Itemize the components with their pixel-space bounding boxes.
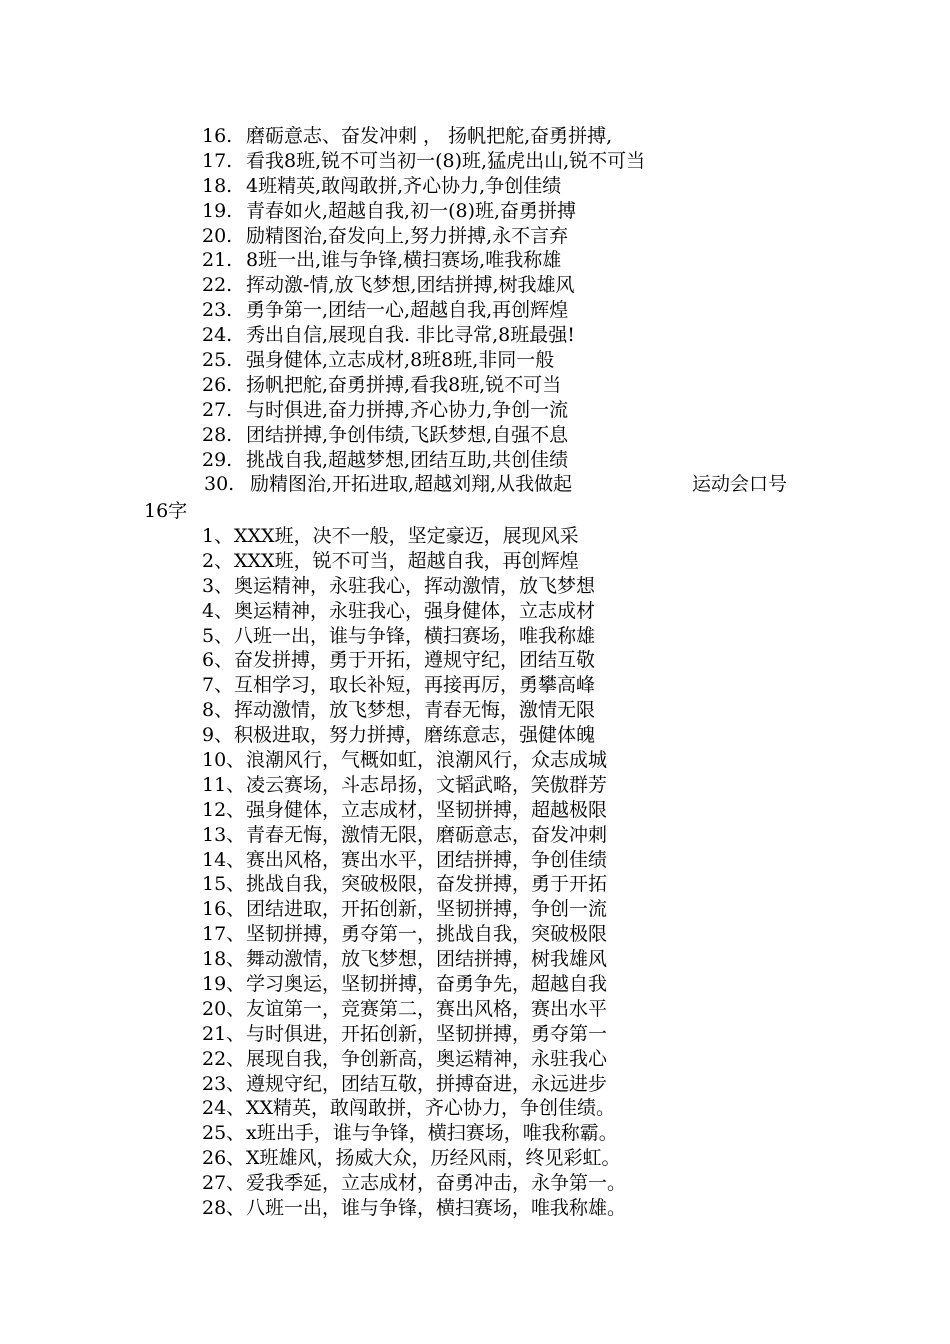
item-text: 奥运精神，永驻我心，挥动激情，放飞梦想: [234, 574, 596, 597]
item-number: 1、: [202, 525, 234, 547]
item-text: 学习奥运，坚韧拼搏，奋勇争先，超越自我: [246, 973, 608, 996]
item-text: 与时俱进,奋力拼搏,齐心协力,争创一流: [246, 398, 569, 421]
list-item: [0, 1096, 950, 1121]
item-number: 7、: [202, 674, 234, 697]
list-item: [0, 273, 950, 298]
item-text: XXX班，锐不可当，超越自我，再创辉煌: [234, 549, 579, 572]
item-text: 磨砺意志、奋发冲刺 ， 扬帆把舵,奋勇拼搏,: [246, 125, 613, 147]
item-number: 27、: [202, 1172, 246, 1195]
list-item: [0, 524, 950, 549]
list-item: [0, 1196, 950, 1221]
item-text: 互相学习，取长补短，再接再厉，勇攀高峰: [234, 674, 596, 697]
list-item: [0, 773, 950, 798]
item-text: 青春无悔，激情无限，磨砺意志，奋发冲刺: [246, 823, 608, 846]
list-item: [0, 248, 950, 273]
list-item: [0, 298, 950, 323]
list-item: [0, 897, 950, 922]
item-text: 遵规守纪，团结互敬，拼搏奋进，永远进步: [246, 1072, 608, 1095]
item-text: 4班精英,敢闯敢拼,齐心协力,争创佳绩: [246, 174, 562, 197]
item-number: 24.: [202, 324, 233, 347]
item-text: 爱我季延，立志成材，奋勇冲击，永争第一。: [246, 1172, 627, 1195]
item-number: 22、: [202, 1047, 246, 1070]
list-item: [0, 823, 950, 848]
list-item: [0, 599, 950, 624]
item-number: 8、: [202, 699, 234, 722]
item-text: 看我8班,锐不可当初一(8)班,猛虎出山,锐不可当: [246, 149, 646, 172]
list-item: [0, 124, 950, 149]
item-number: 20、: [202, 997, 246, 1020]
item-number: 23、: [202, 1072, 246, 1095]
list-item: [0, 1022, 950, 1047]
list-item: [0, 698, 950, 723]
list-item: [0, 624, 950, 649]
item-text: 团结拼搏,争创伟绩,飞跃梦想,自强不息: [246, 423, 569, 446]
item-number: 27.: [202, 398, 233, 421]
list-item: [0, 997, 950, 1022]
list-item: [0, 398, 950, 423]
item-text: XX精英，敢闯敢拼，齐心协力，争创佳绩。: [246, 1097, 616, 1120]
item-number: 26、: [202, 1147, 246, 1170]
item-text: 展现自我，争创新高，奥运精神，永驻我心: [246, 1047, 608, 1070]
list-item: [0, 323, 950, 348]
list-item: [0, 1146, 950, 1171]
item-text: 八班一出，谁与争锋，横扫赛场，唯我称雄。: [246, 1197, 627, 1220]
item-number: 29.: [202, 448, 233, 471]
item-text: 团结进取，开拓创新，坚韧拼搏，争创一流: [246, 898, 608, 921]
item-text: 奋发拼搏，勇于开拓，遵规守纪，团结互敬: [234, 649, 596, 672]
item-text: 挥动激情，放飞梦想，青春无悔，激情无限: [234, 699, 596, 722]
list-item: [0, 872, 950, 897]
list-item: [0, 748, 950, 773]
item-text: 青春如火,超越自我,初一(8)班,奋勇拼搏: [246, 199, 577, 222]
item-text: x班出手，谁与争锋，横扫赛场，唯我称霸。: [246, 1122, 618, 1145]
item-number: 23.: [202, 299, 233, 322]
list-item: [0, 1121, 950, 1146]
item-number: 17.: [202, 149, 233, 172]
list-item: [0, 224, 950, 249]
item-number: 5、: [202, 624, 234, 647]
item-number: 13、: [202, 823, 246, 846]
slogan-list-part-two: [0, 524, 950, 1221]
list-item: [0, 798, 950, 823]
item-number: 12、: [202, 798, 246, 821]
list-item: [0, 472, 950, 497]
list-item: [0, 549, 950, 574]
item-number: 2、: [202, 549, 234, 572]
item-text: 坚韧拼搏，勇夺第一，挑战自我，突破极限: [246, 923, 608, 946]
list-item: [0, 348, 950, 373]
item-text: 挥动激-情,放飞梦想,团结拼搏,树我雄风: [246, 274, 575, 297]
item-number: 25.: [202, 349, 233, 372]
item-text: 励精图治,开拓进取,超越刘翔,从我做起: [250, 473, 573, 496]
item-number: 26.: [202, 373, 233, 396]
list-item: [0, 1047, 950, 1072]
item-number: 20.: [202, 224, 233, 247]
item-text: 友谊第一，竞赛第二，赛出风格，赛出水平: [246, 997, 608, 1020]
item-number: 19.: [202, 199, 233, 222]
slogan-list-part-one: [0, 124, 950, 497]
item-number: 14、: [202, 848, 246, 871]
item-number: 3、: [202, 574, 234, 597]
item-text: 8班一出,谁与争锋,横扫赛场,唯我称雄: [246, 249, 562, 272]
item-number: 25、: [202, 1122, 246, 1145]
item-text: X班雄风，扬威大众，历经风雨，终见彩虹。: [246, 1147, 621, 1170]
item-text: 励精图治,奋发向上,努力拼搏,永不言弃: [246, 224, 569, 247]
item-text: 秀出自信,展现自我. 非比寻常,8班最强!: [246, 324, 575, 347]
item-text: 扬帆把舵,奋勇拼搏,看我8班,锐不可当: [246, 373, 562, 396]
item-text: 浪潮风行，气概如虹，浪潮风行，众志成城: [246, 749, 608, 772]
list-item: [0, 574, 950, 599]
item-number: 11、: [202, 773, 246, 796]
item-text: 与时俱进，开拓创新，坚韧拼搏，勇夺第一: [246, 1022, 608, 1045]
list-item: [0, 1171, 950, 1196]
item-number: 24、: [202, 1097, 246, 1120]
item-number: 18.: [202, 174, 233, 197]
list-item: [0, 149, 950, 174]
list-item: [0, 972, 950, 997]
section-heading: 运动会口号: [692, 473, 788, 496]
item-number: 6、: [202, 649, 234, 672]
item-text: 积极进取，努力拼搏，磨练意志，强健体魄: [234, 724, 596, 747]
item-text: 八班一出，谁与争锋，横扫赛场，唯我称雄: [234, 624, 596, 647]
item-text: 舞动激情，放飞梦想，团结拼搏，树我雄风: [246, 948, 608, 971]
list-item: [0, 373, 950, 398]
item-number: 16、: [202, 898, 246, 921]
section-heading-continuation: 16字: [144, 500, 188, 522]
item-text: 挑战自我,超越梦想,团结互助,共创佳绩: [246, 448, 569, 471]
list-item: [0, 648, 950, 673]
item-number: 21、: [202, 1022, 246, 1045]
item-text: 强身健体,立志成材,8班8班,非同一般: [246, 349, 555, 372]
item-text: 强身健体，立志成材，坚韧拼搏，超越极限: [246, 798, 608, 821]
item-number: 4、: [202, 599, 234, 622]
list-item: [0, 723, 950, 748]
item-number: 28.: [202, 423, 233, 446]
list-item: [0, 423, 950, 448]
item-text: 赛出风格，赛出水平，团结拼搏，争创佳绩: [246, 848, 608, 871]
item-text: 勇争第一,团结一心,超越自我,再创辉煌: [246, 299, 569, 322]
item-number: 15、: [202, 873, 246, 896]
list-item: [0, 199, 950, 224]
item-text: 奥运精神，永驻我心，强身健体，立志成材: [234, 599, 596, 622]
item-text: XXX班，决不一般，坚定豪迈，展现风采: [234, 525, 579, 547]
list-item: [0, 848, 950, 873]
item-number: 17、: [202, 923, 246, 946]
list-item: [0, 174, 950, 199]
item-text: 挑战自我，突破极限，奋发拼搏，勇于开拓: [246, 873, 608, 896]
item-number: 30.: [204, 473, 235, 496]
list-item: [0, 922, 950, 947]
item-number: 19、: [202, 973, 246, 996]
item-number: 28、: [202, 1197, 246, 1220]
item-number: 21.: [202, 249, 233, 272]
list-item: [0, 1072, 950, 1097]
list-item: [0, 448, 950, 473]
item-number: 16.: [202, 125, 233, 147]
list-item: [0, 673, 950, 698]
item-text: 凌云赛场，斗志昂扬，文韬武略，笑傲群芳: [246, 773, 608, 796]
list-item: [0, 947, 950, 972]
item-number: 10、: [202, 749, 246, 772]
item-number: 9、: [202, 724, 234, 747]
item-number: 22.: [202, 274, 233, 297]
item-number: 18、: [202, 948, 246, 971]
